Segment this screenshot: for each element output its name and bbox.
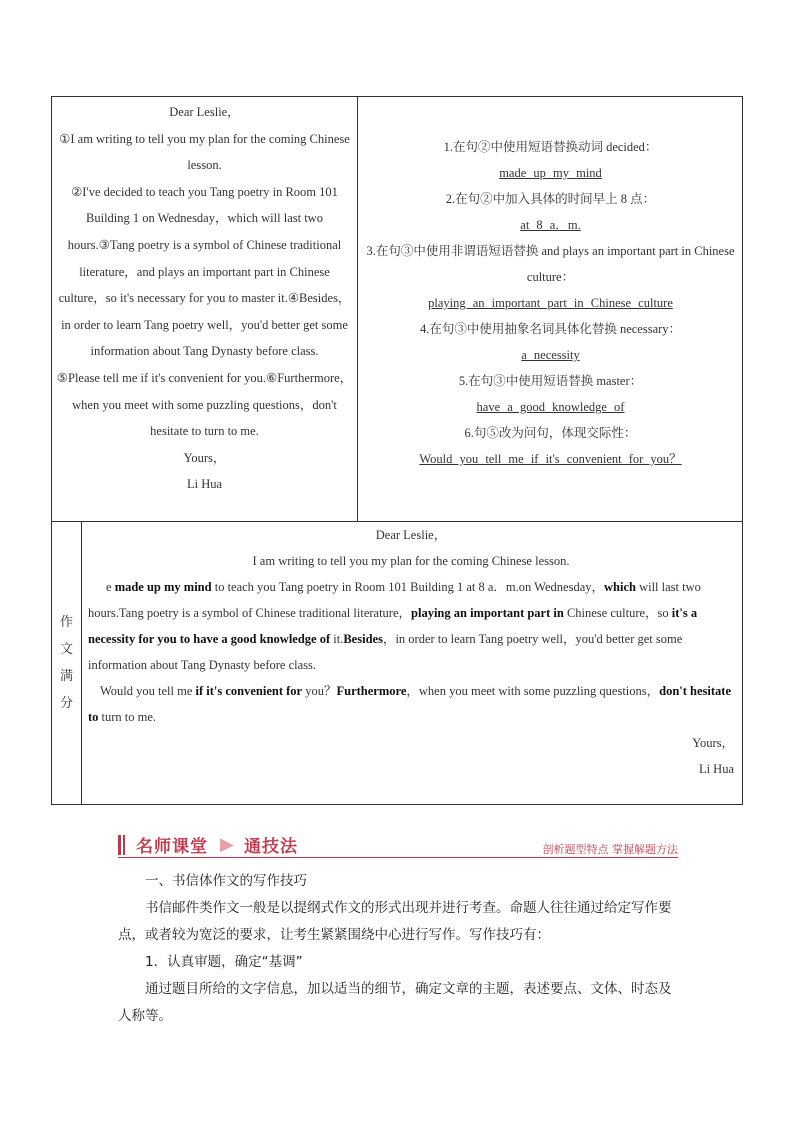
exercise-answer-5: have a good knowledge of [476,400,625,414]
section-heading: 一、书信体作文的写作技巧 [145,873,307,889]
arrow-icon: ▶ [220,834,234,854]
side-char: 满 [59,669,73,684]
table-row [52,97,742,522]
exercise-answer-2: at 8 a．m. [520,218,581,232]
exercises-cell [359,97,742,521]
exercise-answer-4: a necessity [521,348,580,362]
exercise-question-3: 3.在句③中使用非谓语短语替换 and plays an important part in Chinese culture： [366,244,735,284]
highlighted-phrase: made up my mind [114,580,212,594]
exercise-answer-6: Would you tell me if it's convenient for you？ [419,452,682,466]
essay-text: ，in order to learn Tang poetry well，you'd better get some information about Tang Dynasty before class. [88,632,683,672]
essay-text: to teach you Tang poetry in Room 101 Building 1 at 8 a．m.on Wednesday， [211,580,604,594]
highlighted-phrase: Besides [343,632,383,646]
highlighted-phrase: it's a necessity for you to have a good knowledge of [88,606,698,646]
highlighted-phrase: playing an important part in [411,606,564,620]
side-char: 作 [59,615,73,630]
exercise-answer-1: made up my mind [499,166,602,180]
essay-signature: Li Hua [698,762,734,776]
writing-table [51,96,743,805]
exercise-question-1: 1.在句②中使用短语替换动词 decided： [443,140,658,154]
letter-sentences-2-4: ②I've decided to teach you Tang poetry in Room 101 Building 1 on Wednesday，which will last two hours.③Tang poetry is a symbol of Chinese traditional literature，and plays an important part in Chinese culture，so it's necessary for you to master it.④Besides，in order to learn Tang poetry well，you'd better get some information about Tang Dynasty before class. [58,184,351,359]
essay-paragraph-2 [88,574,734,678]
original-letter-cell [52,97,358,521]
section-paragraph: 通过题目所给的文字信息，加以适当的细节，确定文章的主题，表述要点、文体、时态及人称等。 [118,981,672,1024]
letter-closing: Yours， [183,450,226,465]
essay-text: it. [330,632,344,646]
essay-text: Would you tell me [100,684,196,698]
full-score-label [52,522,82,804]
essay-opening-line: I am writing to tell you my plan for the coming Chinese lesson. [252,554,570,568]
essay-greeting: Dear Leslie， [375,528,447,542]
model-essay [82,522,742,804]
exercise-question-2: 2.在句②中加入具体的时间早上 8 点： [445,192,656,206]
section-point: 1．认真审题，确定“基调” [145,954,303,970]
highlighted-phrase: which [604,580,636,594]
exercise-question-4: 4.在句③中使用抽象名词具体化替换 necessary： [419,322,682,336]
letter-signature: Li Hua [186,477,223,492]
essay-text: will last two hours.Tang poetry is a symbol of Chinese traditional literature， [88,580,701,620]
side-char: 分 [59,696,73,711]
highlighted-phrase: if it's convenient for [195,684,303,698]
essay-text: ，when you meet with some puzzling questions， [406,684,660,698]
exercise-answer-3: playing an important part in Chinese culture [428,296,673,310]
banner-bar [118,835,121,855]
section-body [118,868,678,1030]
highlighted-phrase: Furthermore [336,684,407,698]
essay-text: you？ [302,684,337,698]
section-banner [118,832,678,860]
essay-text: Chinese culture，so [563,606,672,620]
exercise-question-6: 6.句⑤改为问句，体现交际性： [464,426,637,440]
table-row [52,522,742,804]
essay-closing: Yours， [692,736,734,750]
banner-title-2: 通技法 [244,837,298,857]
banner-bar [123,835,125,855]
letter-sentence-1: ①I am writing to tell you my plan for the coming Chinese lesson. [59,131,350,173]
letter-sentences-5-6: ⑤Please tell me if it's convenient for you.⑥Furthermore，when you meet with some puzzling questions，don't hesitate to turn to me. [56,370,353,439]
banner-title: 名师课堂 [136,837,208,857]
essay-text: e [106,580,115,594]
banner-subtitle: 剖析题型特点 掌握解题方法 [542,843,678,856]
essay-paragraph-3 [88,678,734,730]
highlighted-phrase: don't hesitate to [88,684,732,724]
section-paragraph: 书信邮件类作文一般是以提纲式作文的形式出现并进行考查。命题人往往通过给定写作要点，或者较为宽泛的要求，让考生紧紧围绕中心进行写作。写作技巧有： [118,900,672,943]
banner-underline [118,857,678,858]
exercise-question-5: 5.在句③中使用短语替换 master： [458,374,643,388]
essay-text: turn to me. [98,710,157,724]
letter-greeting: Dear Leslie， [169,105,240,119]
side-char: 文 [59,642,73,657]
